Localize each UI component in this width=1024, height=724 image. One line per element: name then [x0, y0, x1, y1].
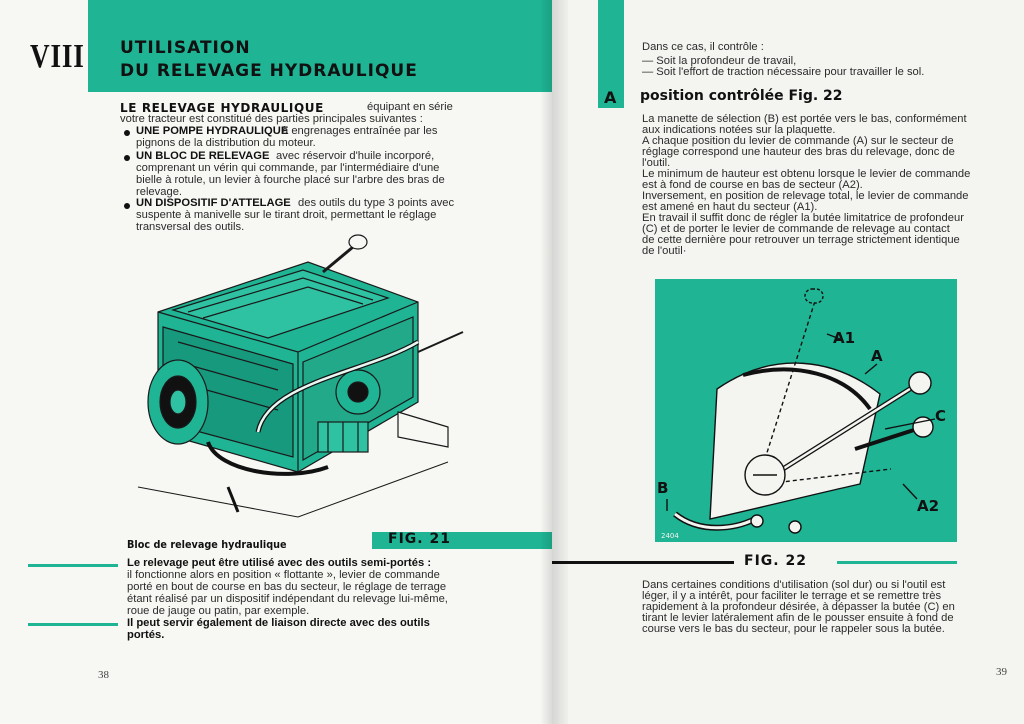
bullet-dot: [124, 155, 130, 161]
bullet3-head: UN DISPOSITIF D'ATTELAGE: [136, 197, 291, 209]
intro-heading: LE RELEVAGE HYDRAULIQUE: [120, 101, 324, 115]
body-line: (C) et de porter le levier de commande de relevage au contact: [642, 223, 950, 235]
figure21-caption: Bloc de relevage hydraulique: [127, 538, 287, 551]
bottom-line: léger, il y a intérêt, pour faciliter le terrage et se remettre très: [642, 590, 942, 602]
figure22-rule: [552, 561, 734, 564]
control-option-depth: — Soit la profondeur de travail,: [642, 55, 797, 67]
diagram-reference: 2404: [661, 532, 679, 540]
bullet2-line2: comprenant un vérin qui commande, par l'intermédiaire d'une: [136, 162, 440, 174]
hydraulic-block-illustration: [118, 232, 478, 524]
bullet3-line2: suspente à manivelle sur le tirant droit, permettant le réglage: [136, 209, 437, 221]
body-line: l'outil.: [642, 157, 671, 169]
bottom-line: course vers le bas du secteur, pour le rappeler sous la butée.: [642, 623, 945, 635]
bullet2-line1: avec réservoir d'huile incorporé,: [276, 150, 435, 162]
label-c: C: [935, 407, 947, 425]
lever-sector-diagram: [655, 279, 957, 542]
bottom-line: Dans certaines conditions d'utilisation (sol dur) ou si l'outil est: [642, 579, 946, 591]
para2-line1: Il peut servir également de liaison directe avec des outils: [127, 617, 430, 629]
body-line: de cette dernière pour retrouver un terrage strictement identique: [642, 234, 960, 246]
bullet2-head: UN BLOC DE RELEVAGE: [136, 150, 270, 162]
bullet1-line2: pignons de la distribution du moteur.: [136, 137, 316, 149]
bottom-line: tirant le levier latéralement afin de le pousser ensuite à fond de: [642, 612, 954, 624]
para1-line1: il fonctionne alors en position « flottante », levier de commande: [127, 569, 440, 581]
bullet1-line1: à engrenages entraînée par les: [282, 125, 438, 137]
body-line: de l'outil·: [642, 245, 687, 257]
figure21-label: FIG. 21: [388, 531, 451, 547]
bullet3-line3: transversal des outils.: [136, 221, 245, 233]
chapter-title-line1: UTILISATION: [120, 38, 251, 58]
control-option-traction: — Soit l'effort de traction nécessaire pour travailler le sol.: [642, 66, 925, 78]
section-letter: A: [604, 88, 617, 107]
para-rule: [28, 623, 118, 626]
body-line: A chaque position du levier de commande (A) sur le secteur de: [642, 135, 954, 147]
bullet3-line1: des outils du type 3 points avec: [298, 197, 455, 209]
label-a: A: [871, 347, 883, 365]
chapter-title-line2: DU RELEVAGE HYDRAULIQUE: [120, 61, 418, 81]
para1-line3: étant réalisé par un dispositif indépendant du relevage lui-même,: [127, 593, 448, 605]
page-number-left: 38: [98, 669, 109, 681]
body-line: réglage correspond une hauteur des bras du relevage, donc de: [642, 146, 955, 158]
page-number-right: 39: [996, 666, 1007, 678]
figure22-rule-right: [837, 561, 957, 564]
bullet1-head: UNE POMPE HYDRAULIQUE: [136, 125, 289, 137]
bullet-dot: [124, 203, 130, 209]
intro-rest: équipant en série: [367, 101, 453, 113]
para1-line4: roue de jauge ou patin, par exemple.: [127, 605, 310, 617]
body-line: aux indications notées sur la plaquette.: [642, 124, 836, 136]
bottom-line: rapidement à la profondeur désirée, à dépasser la butée (C) en: [642, 601, 955, 613]
body-line: est à fond de course en bas de secteur (A2).: [642, 179, 863, 191]
body-line: Inversement, en position de relevage total, le levier de commande: [642, 190, 969, 202]
label-a1: A1: [833, 329, 856, 347]
para1-bold: Le relevage peut être utilisé avec des outils semi-portés :: [127, 557, 432, 569]
figure22-label: FIG. 22: [744, 553, 807, 569]
label-a2: A2: [917, 497, 940, 515]
body-line: Le minimum de hauteur est obtenu lorsque le levier de commande: [642, 168, 971, 180]
control-intro: Dans ce cas, il contrôle :: [642, 41, 764, 53]
body-line: La manette de sélection (B) est portée vers le bas, conformément: [642, 113, 967, 125]
chapter-number: VIII: [30, 38, 85, 75]
intro-line2: votre tracteur est constitué des parties principales suivantes :: [120, 113, 423, 125]
right-page: [552, 0, 1024, 724]
right-top-band: [598, 0, 624, 90]
para1-line2: porté en bout de course en bas du secteur, le réglage de terrage: [127, 581, 447, 593]
para2-line2: portés.: [127, 629, 165, 641]
body-line: En travail il suffit donc de régler la butée limitatrice de profondeur: [642, 212, 964, 224]
body-line: est amené en haut du secteur (A1).: [642, 201, 818, 213]
bullet2-line4: relevage.: [136, 186, 183, 198]
para-rule: [28, 564, 118, 567]
section-title: position contrôlée Fig. 22: [640, 88, 843, 104]
bullet2-line3: bielle à rotule, un levier à fourche placé sur l'arbre des bras de: [136, 174, 445, 186]
bullet-dot: [124, 130, 130, 136]
label-b: B: [657, 479, 669, 497]
